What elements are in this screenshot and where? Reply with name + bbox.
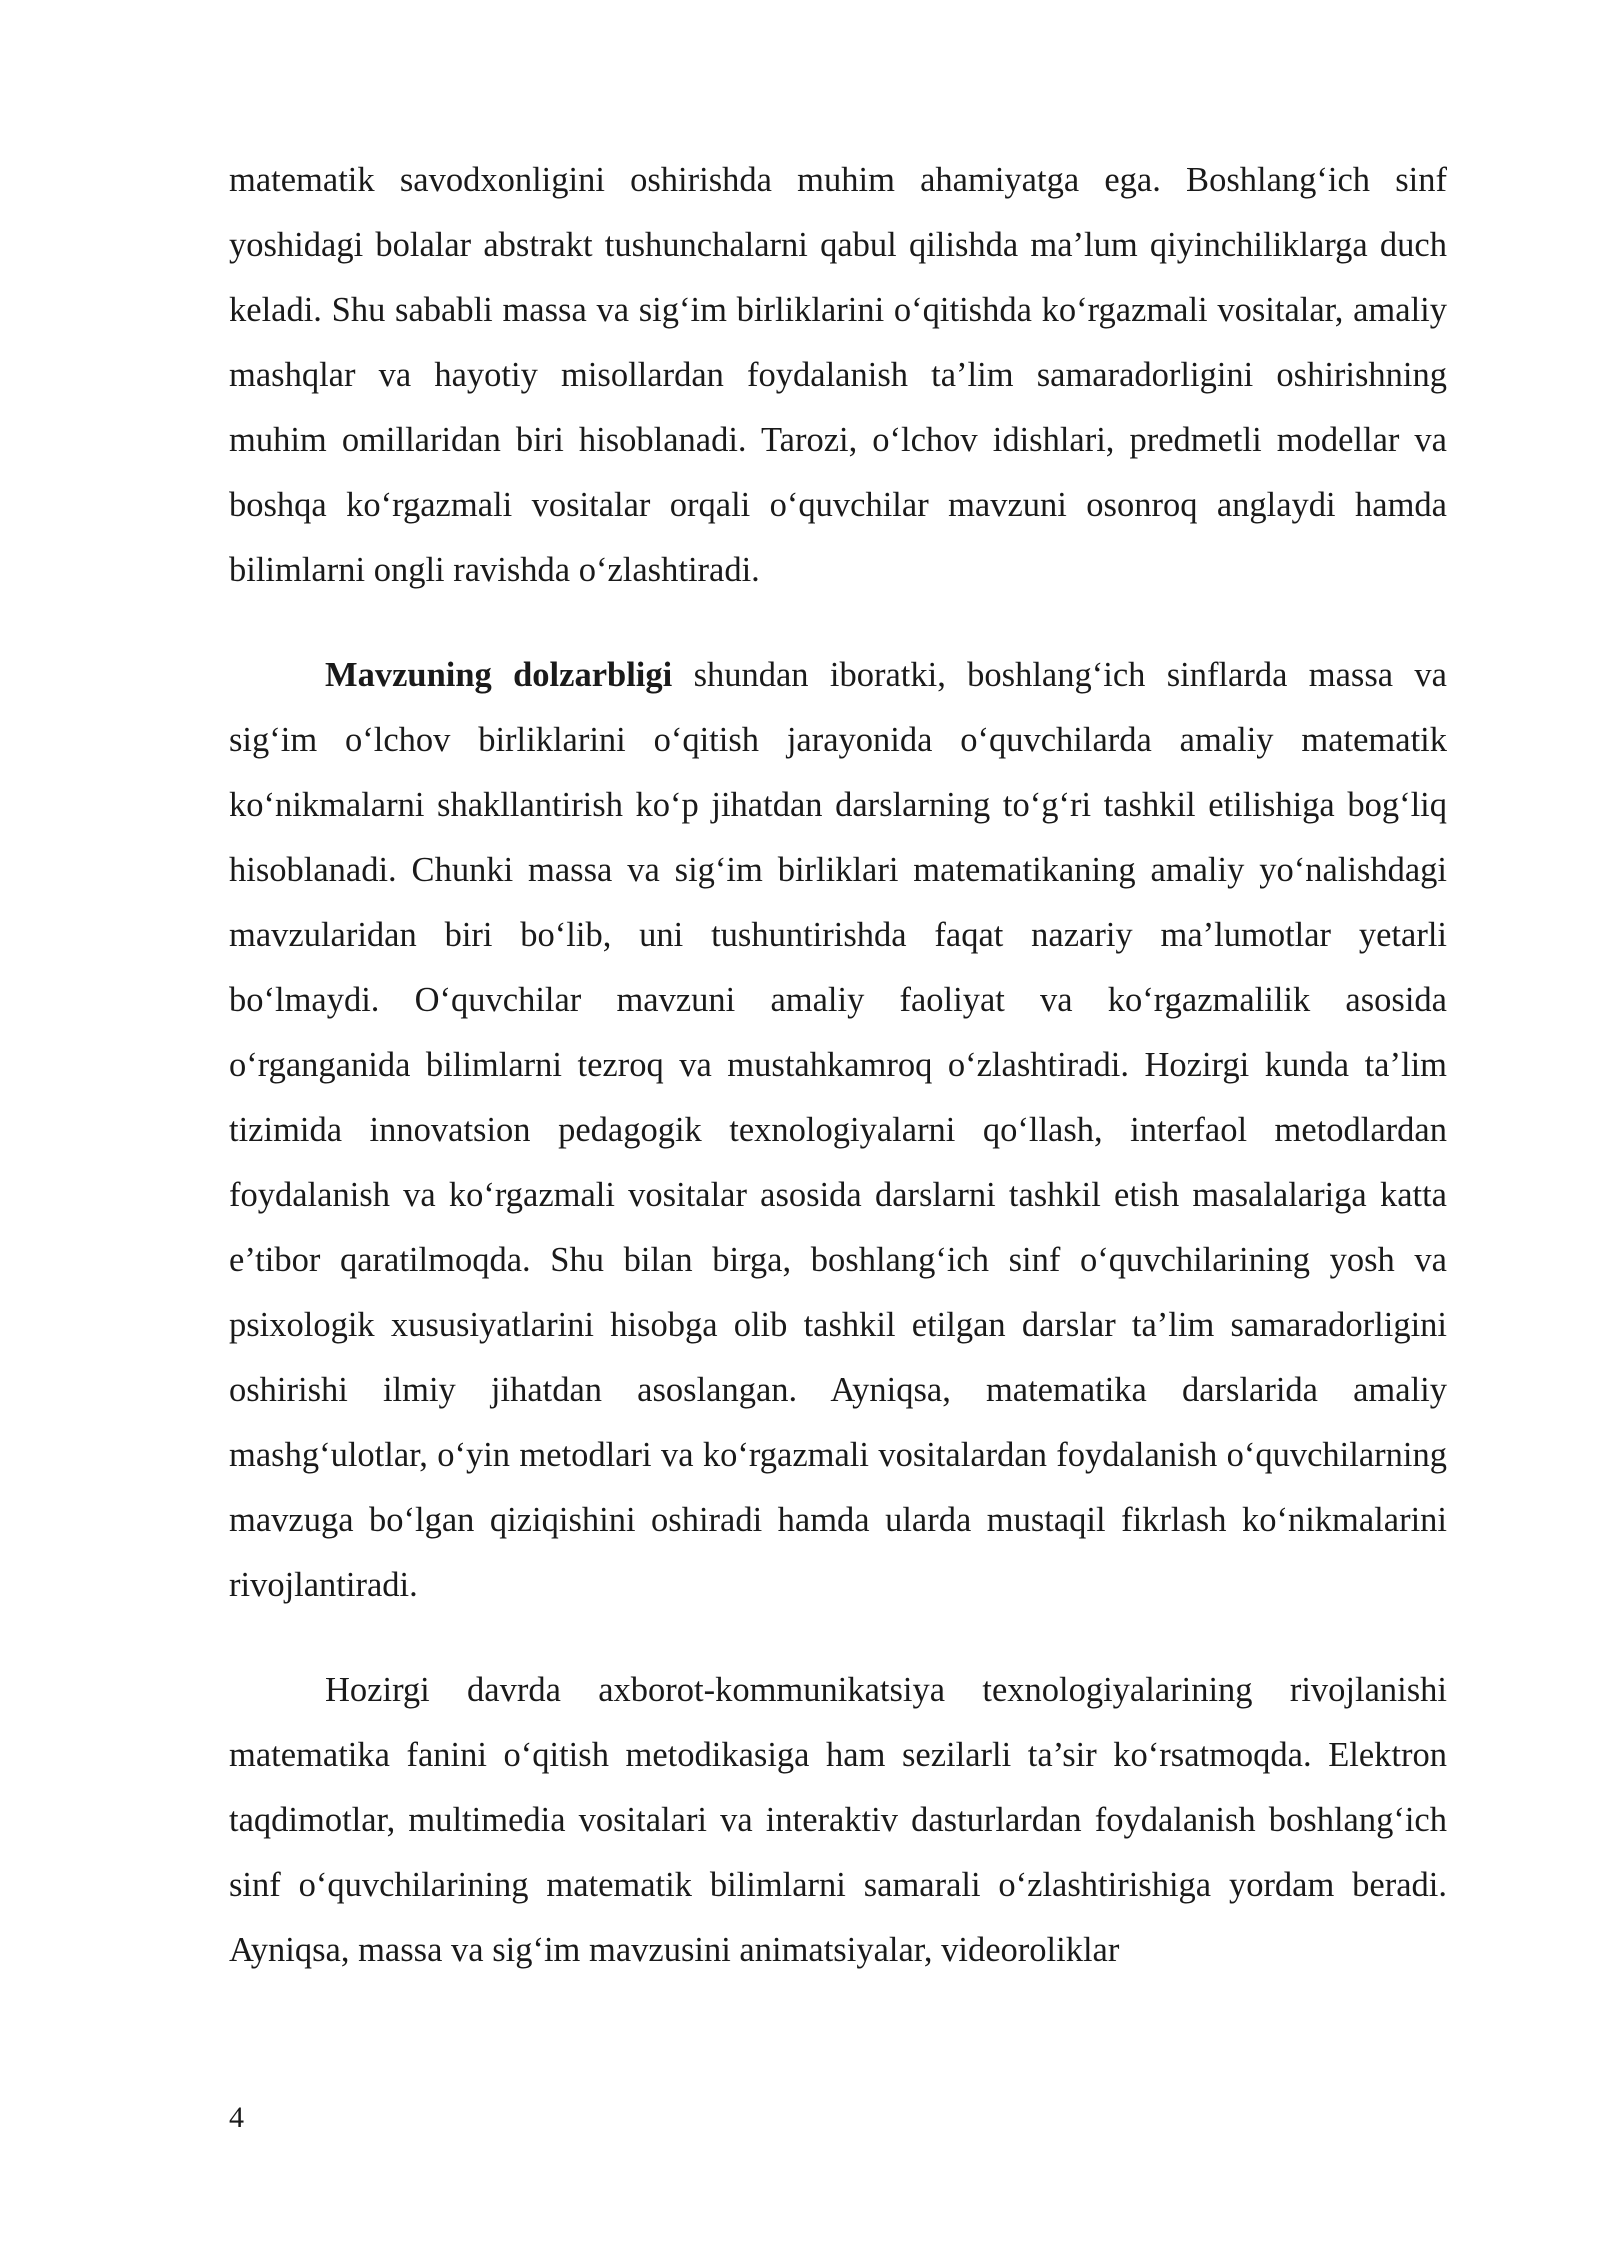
paragraph-text: shundan iboratki, boshlang‘ich sinflarda massa va sig‘im o‘lchov birliklarini o‘qitish jarayonida o‘quvchilarda amaliy matematik ko‘nikmalarni shakllantirish ko‘p jihatdan darslarning to‘g‘ri tashkil etilishiga bog‘liq hisoblanadi. Chunki massa va sig‘im birliklari matematikaning amaliy yo‘nalishdagi mavzularidan biri bo‘lib, uni tushuntirishda faqat nazariy ma’lumotlar yetarli bo‘lmaydi. O‘quvchilar mavzuni amaliy faoliyat va ko‘rgazmalilik asosida o‘rganganida bilimlarni tezroq va mustahkamroq o‘zlashtiradi. Hozirgi kunda ta’lim tizimida innovatsion pedagogik texnologiyalarni qo‘llash, interfaol metodlardan foydalanish va ko‘rgazmali vositalar asosida darslarni tashkil etish masalalariga katta e’tibor qaratilmoqda. Shu bilan birga, boshlang‘ich sinf o‘quvchilarining yosh va psixologik xususiyatlarini hisobga olib tashkil etilgan darslar ta’lim samaradorligini oshirishi ilmiy jihatdan asoslangan. Ayniqsa, matematika darslarida amaliy mashg‘ulotlar, o‘yin metodlari va ko‘rgazmali vositalardan foydalanish o‘quvchilarning mavzuga bo‘lgan qiziqishini oshiradi hamda ularda mustaqil fikrlash ko‘nikmalarini rivojlantiradi. xyxy=(229,656,1447,1604)
paragraph-continuation xyxy=(229,148,1447,603)
paragraph-text: matematik savodxonligini oshirishda muhim ahamiyatga ega. Boshlang‘ich sinf yoshidagi bolalar abstrakt tushunchalarni qabul qilishda ma’lum qiyinchiliklarga duch keladi. Shu sababli massa va sig‘im birliklarini o‘qitishda ko‘rgazmali vositalar, amaliy mashqlar va hayotiy misollardan foydalanish ta’lim samaradorligini oshirishning muhim omillaridan biri hisoblanadi. Tarozi, o‘lchov idishlari, predmetli modellar va boshqa ko‘rgazmali vositalar orqali o‘quvchilar mavzuni osonroq anglaydi hamda bilimlarni ongli ravishda o‘zlashtiradi. xyxy=(229,161,1447,589)
body-text xyxy=(229,148,1447,1983)
page-number: 4 xyxy=(229,2101,244,2134)
paragraph-relevance xyxy=(229,643,1447,1618)
paragraph-ict xyxy=(229,1658,1447,1983)
paragraph-bold-lead: Mavzuning dolzarbligi xyxy=(325,656,673,694)
paragraph-text: Hozirgi davrda axborot-kommunikatsiya texnologiyalarining rivojlanishi matematika fanini o‘qitish metodikasiga ham sezilarli ta’sir ko‘rsatmoqda. Elektron taqdimotlar, multimedia vositalari va interaktiv dasturlardan foydalanish boshlang‘ich sinf o‘quvchilarining matematik bilimlarni samarali o‘zlashtirishiga yordam beradi. Ayniqsa, massa va sig‘im mavzusini animatsiyalar, videoroliklar xyxy=(229,1671,1447,1969)
